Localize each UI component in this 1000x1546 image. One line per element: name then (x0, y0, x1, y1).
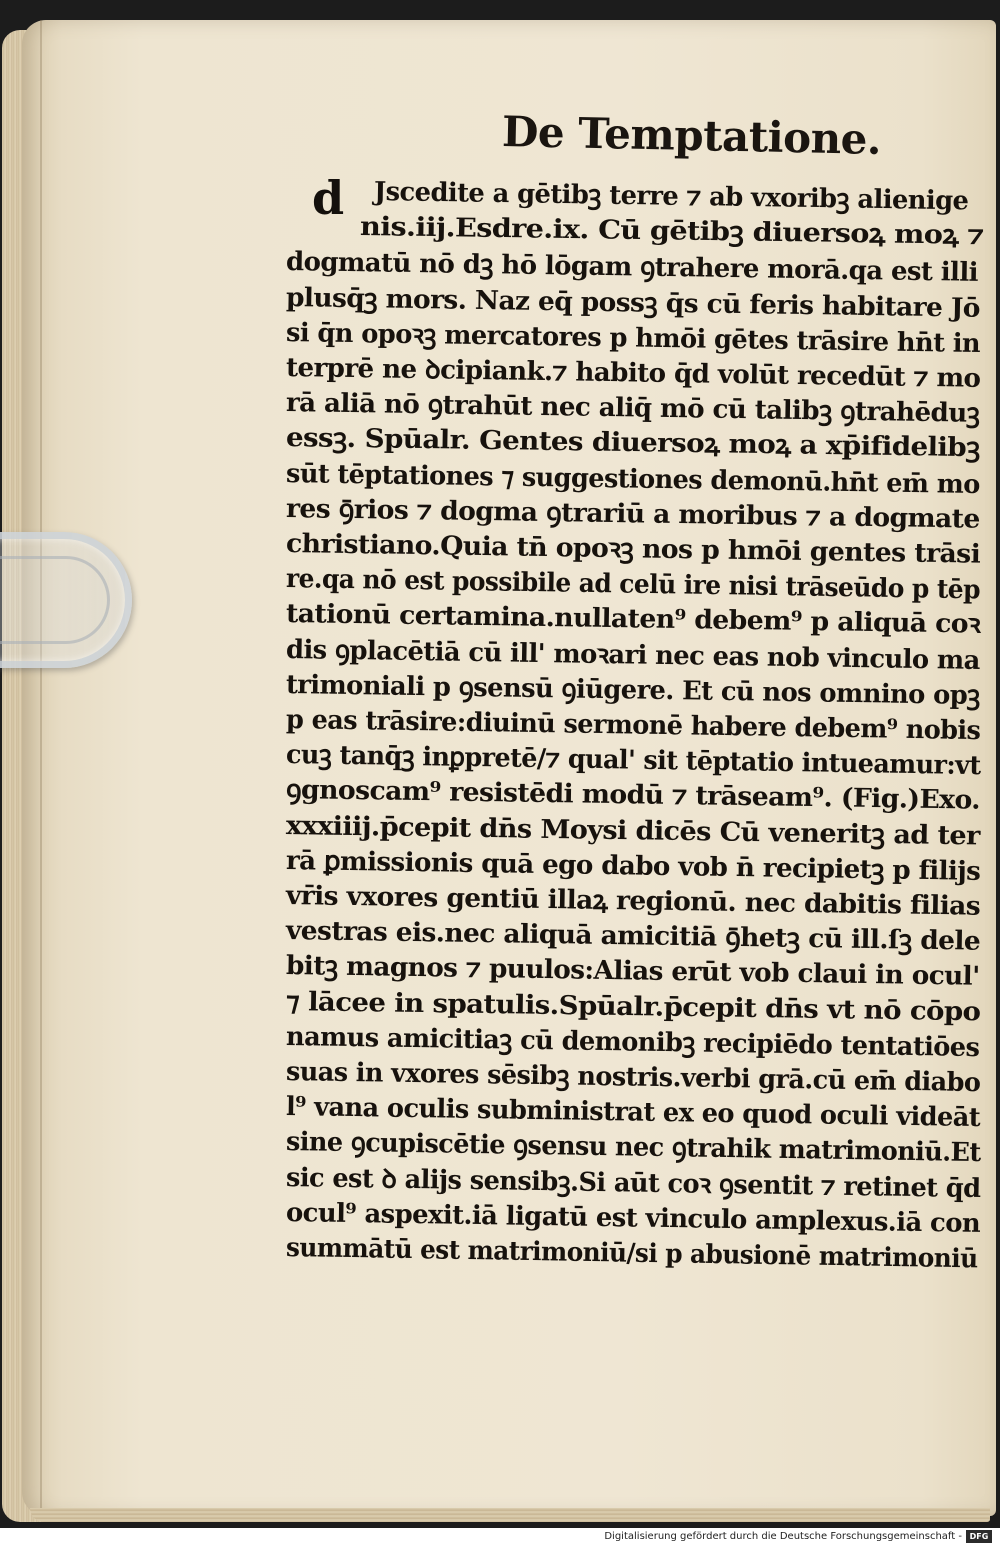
text-line: re.qa nō est possibile ad celū ire nisi trāseūdo p tēp (285, 564, 981, 606)
text-line: Jscedite a gētibꝫ terre ⁊ ab vxoribꝫ alienige (373, 177, 969, 217)
text-line: l⁹ vana oculis subministrat ex eo quod oculi videāt (285, 1092, 981, 1134)
text-line: rā aliā nō ꝯtrahūt nec aliq̄ mō cū talibꝫ ꝯtrahēduꝫ (285, 388, 980, 429)
text-line: nis.iij.Esdre.ix. Cū gētibꝫ diuersoꝝ moꝝ ⁊ (359, 212, 984, 251)
text-line: bitꝫ magnos ⁊ puulos:Alias erūt vob claui in ocul' (285, 951, 980, 992)
text-line: cuꝫ tanq̄ꝫ inꝑpretē/⁊ qual' sit tēptatio intueamur:vt (285, 740, 981, 782)
text-line: terprē ne ꝺcipiank.⁊ habito q̄d volūt recedūt ⁊ mo (285, 353, 981, 394)
initial-letter: d (312, 171, 345, 225)
text-line: namus amicitiaꝫ cū demonibꝫ recipiēdo tentatiōes (285, 1022, 980, 1064)
text-line: vr̄is vxores gentiū illaꝝ regionū. nec dabitis filias (285, 881, 981, 922)
text-line: summātū est matrimoniū/si p abusionē matrimoniū (285, 1233, 978, 1275)
text-line: sine ꝯcupiscētie ꝯsensu nec ꝯtrahik matrimoniū.Et (285, 1127, 981, 1169)
text-line: christiano.Quia tn̄ opoꝛꝫ nos p hmōi gentes trāsi (285, 529, 981, 570)
text-line: vestras eis.nec aliquā amicitiā ꝯ̄hetꝫ cū ill.ſꝫ dele (285, 916, 981, 957)
text-line: si q̄n opoꝛꝫ mercatores p hmōi gētes trāsire hn̄t in (285, 318, 981, 360)
text-line: plusq̄ꝫ mors. Naz eq̄ possꝫ q̄s cū feris habitare Jō (285, 283, 981, 324)
text-line: res ꝯ̄rios ⁊ dogma ꝯtrariū a moribus ⁊ a dogmate (285, 494, 980, 535)
text-line: tationū certamina.nullaten⁹ debem⁹ p aliquā coꝛ (285, 599, 981, 640)
page-heading: De Temptatione. (501, 107, 882, 164)
text-line: essꝫ. Spūalr. Gentes diuersoꝝ moꝝ a xp̄ifidelibꝫ (285, 423, 980, 464)
text-line: sic est ꝺ alijs sensibꝫ.Si aūt coꝛ ꝯsentit ⁊ retinet q̄d (285, 1163, 981, 1205)
body-text (286, 176, 996, 1286)
page-clip-inner (0, 556, 110, 644)
page-fold (40, 20, 42, 1516)
text-line: suas in vxores sēsibꝫ nostris.verbi grā.cū em̄ diabo (285, 1057, 981, 1099)
text-line: dogmatū nō dꝫ hō lōgam ꝯtrahere morā.qa est illi (285, 247, 979, 288)
text-line: ⁊ lācee in spatulis.Spūalr.p̄cepit dn̄s vt nō cōpo (285, 987, 981, 1028)
page-bottom-edges (30, 1508, 990, 1522)
text-line: sūt tēptationes ⁊ suggestiones demonū.hn̄t em̄ mo (285, 459, 980, 501)
digitization-credit: Digitalisierung gefördert durch die Deutsche Forschungsgemeinschaft - (604, 1531, 962, 1542)
text-line: ocul⁹ aspexit.iā ligatū est vinculo amplexus.iā con (285, 1198, 981, 1239)
text-line: rā ꝑmissionis quā ego dabo vob n̄ recipietꝫ p filijs (285, 846, 981, 887)
text-line: trimoniali p ꝯsensū ꝯiūgere. Et cū nos omnino opꝫ (285, 670, 980, 711)
text-line: ꝯgnoscam⁹ resistēdi modū ⁊ trāseam⁹. (Fig.)Exo. (285, 775, 981, 816)
text-line: p eas trāsire:diuinū sermonē habere debem⁹ nobis (285, 705, 981, 747)
dfg-logo-icon: DFG (966, 1530, 992, 1543)
text-line: dis ꝯplacētiā cū ill' moꝛari nec eas nob vinculo ma (285, 635, 980, 676)
text-line: xxxiiij.p̄cepit dn̄s Moysi dicēs Cū veneritꝫ ad ter (285, 811, 980, 852)
